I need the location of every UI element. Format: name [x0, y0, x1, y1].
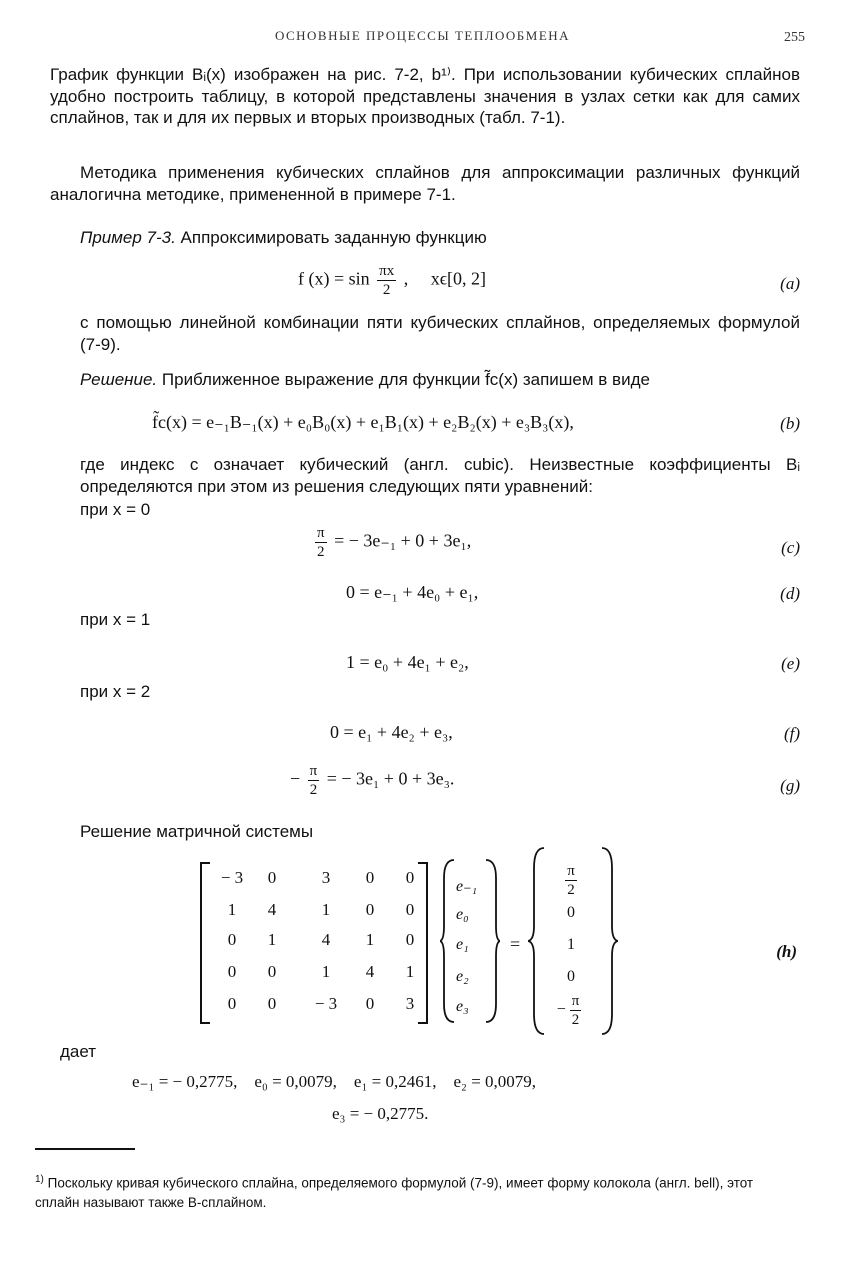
equation-a: [298, 262, 486, 299]
eq-g-num: π: [309, 763, 318, 779]
tag-d: (d): [780, 584, 800, 603]
matrix-equals: =: [510, 934, 521, 954]
matrix-cell: 3: [405, 994, 415, 1013]
coefficient-matrix: [200, 862, 428, 1020]
matrix-cell: 1: [267, 930, 277, 949]
equation-d: 0 = e₋₁ + 4e₀ + e₁,: [346, 582, 479, 602]
eq-g-fraction: [308, 762, 320, 799]
equation-g: [290, 762, 454, 799]
tag-a: (a): [780, 274, 800, 293]
tag-e: (e): [781, 654, 800, 673]
matrix-cell: − 3: [314, 994, 338, 1013]
matrix-cell: 0: [365, 900, 375, 919]
rhs-r5-sign: −: [556, 1001, 566, 1019]
rhs-minus-pi-over-2: [570, 992, 582, 1029]
matrix-cell: − 3: [220, 868, 244, 887]
equation-c: [312, 524, 471, 561]
tag-c: (c): [781, 538, 800, 557]
rhs-row-3: 1: [567, 936, 575, 953]
vector-e-1: e₋₁: [456, 878, 478, 895]
tag-g: (g): [780, 776, 800, 795]
equation-f: 0 = e₁ + 4e₂ + e₃,: [330, 722, 453, 742]
results-line-2: e₃ = − 0,2775.: [332, 1104, 429, 1123]
equation-e: 1 = e₀ + 4e₁ + e₂,: [346, 652, 469, 672]
matrix-cell: 4: [365, 962, 375, 981]
rhs-r5-den: 2: [571, 1012, 580, 1028]
condition-x0: при x = 0: [80, 500, 151, 519]
condition-x1: при x = 1: [80, 610, 151, 629]
eq-c-fraction: [315, 524, 327, 561]
example-text: Аппроксимировать заданную функцию: [180, 228, 487, 247]
vector-left-brace: [440, 858, 456, 1024]
matrix-cell: 0: [405, 930, 415, 949]
matrix-cell: 1: [227, 900, 237, 919]
matrix-cell: 3: [321, 868, 331, 887]
results-line-1: e₋₁ = − 0,2775, e₀ = 0,0079, e₁ = 0,2461, e₂ = 0,0079,: [132, 1072, 537, 1091]
paragraph-2: Методика применения кубических сплайнов для аппроксимации различных функций аналогична методике, примененной в примере 7-1.: [50, 163, 800, 204]
tag-b: (b): [780, 414, 800, 433]
matrix-cell: 1: [321, 900, 331, 919]
rhs-r1-num: π: [567, 863, 575, 879]
matrix-cell: 0: [365, 868, 375, 887]
vector-e2: e₂: [456, 968, 469, 985]
matrix-cell: 1: [321, 962, 331, 981]
solution-text: Приближенное выражение для функции f̃c(x) запишем в виде: [161, 370, 650, 389]
rhs-r5-num: π: [571, 993, 580, 1009]
example-label: Пример 7-3.: [80, 228, 176, 247]
eq-a-fraction: [377, 262, 396, 299]
footnote-mark: 1): [35, 1174, 44, 1185]
after-b-text: где индекс c означает кубический (англ. cubic). Неизвестные коэффициенты Bᵢ определяются при этом из решения следующих пяти уравнений:: [80, 455, 800, 496]
vector-e3: e₃: [456, 998, 469, 1015]
eq-a-den: 2: [382, 282, 391, 298]
footnote-text: Поскольку кривая кубического сплайна, определяемого формулой (7-9), имеет форму колокола (англ. bell), этот сплайн называют также B-сплайном.: [35, 1175, 754, 1210]
matrix-cell: 0: [227, 962, 237, 981]
running-title: ОСНОВНЫЕ ПРОЦЕССЫ ТЕПЛООБМЕНА: [274, 28, 571, 43]
matrix-cell: 1: [365, 930, 375, 949]
page-number: 255: [784, 30, 805, 45]
matrix-cell: 0: [227, 930, 237, 949]
matrix-cell: 0: [365, 994, 375, 1013]
tag-h: (h): [776, 942, 797, 961]
footnote: [35, 1170, 795, 1212]
rhs-row-5: [538, 992, 600, 1029]
matrix-left-bracket: [200, 862, 210, 1024]
matrix-cell: 4: [267, 900, 277, 919]
matrix-cell: 4: [321, 930, 331, 949]
paragraph-1: График функции Bᵢ(x) изображен на рис. 7-2, b¹⁾. При использовании кубических сплайнов удобно построить таблицу, в которой представлены значения в узлах сетки как для самих сплайнов, так и для их первых и вторых производных (табл. 7-1).: [50, 65, 800, 127]
after-a-text: с помощью линейной комбинации пяти кубических сплайнов, определяемых формулой (7-9).: [80, 313, 800, 354]
eq-g-rest: = − 3e₁ + 0 + 3e₃.: [326, 768, 455, 789]
eq-g-den: 2: [309, 782, 318, 798]
eq-c-den: 2: [317, 544, 325, 560]
solution-line: [80, 370, 650, 390]
eq-a-lhs: f (x) = sin: [298, 268, 370, 289]
equation-b: f̃c(x) = e₋₁B₋₁(x) + e₀B₀(x) + e₁B₁(x) + e₂B₂(x) + e₃B₃(x),: [152, 412, 574, 432]
example-line: [80, 228, 487, 248]
rhs-row-2: 0: [567, 904, 575, 921]
eq-c-rest: = − 3e₋₁ + 0 + 3e₁,: [334, 530, 472, 551]
matrix-cell: 1: [405, 962, 415, 981]
rhs-row-1: [546, 862, 596, 899]
footnote-rule: [35, 1148, 135, 1150]
matrix-cell: 0: [405, 900, 415, 919]
matrix-cell: 0: [227, 994, 237, 1013]
tag-f: (f): [783, 724, 800, 743]
rhs-row-4: 0: [567, 968, 575, 985]
gives-text: дает: [60, 1042, 97, 1061]
vector-right-brace: [484, 858, 500, 1024]
eq-c-num: π: [317, 525, 325, 541]
solution-label: Решение.: [80, 370, 158, 389]
matrix-cell: 0: [267, 994, 277, 1013]
rhs-r1-den: 2: [567, 882, 575, 898]
matrix-heading: Решение матричной системы: [80, 822, 314, 841]
eq-a-rest: , xϵ[0, 2]: [403, 268, 486, 289]
rhs-right-brace: [600, 846, 618, 1036]
eq-a-num: πx: [379, 263, 395, 279]
vector-e1: e₁: [456, 936, 469, 953]
matrix-cell: 0: [267, 868, 277, 887]
vector-e0: e₀: [456, 906, 469, 923]
matrix-cell: 0: [267, 962, 277, 981]
rhs-pi-over-2: [565, 862, 577, 899]
matrix-cell: 0: [405, 868, 415, 887]
condition-x2: при x = 2: [80, 682, 151, 701]
eq-g-sign: −: [290, 768, 301, 789]
